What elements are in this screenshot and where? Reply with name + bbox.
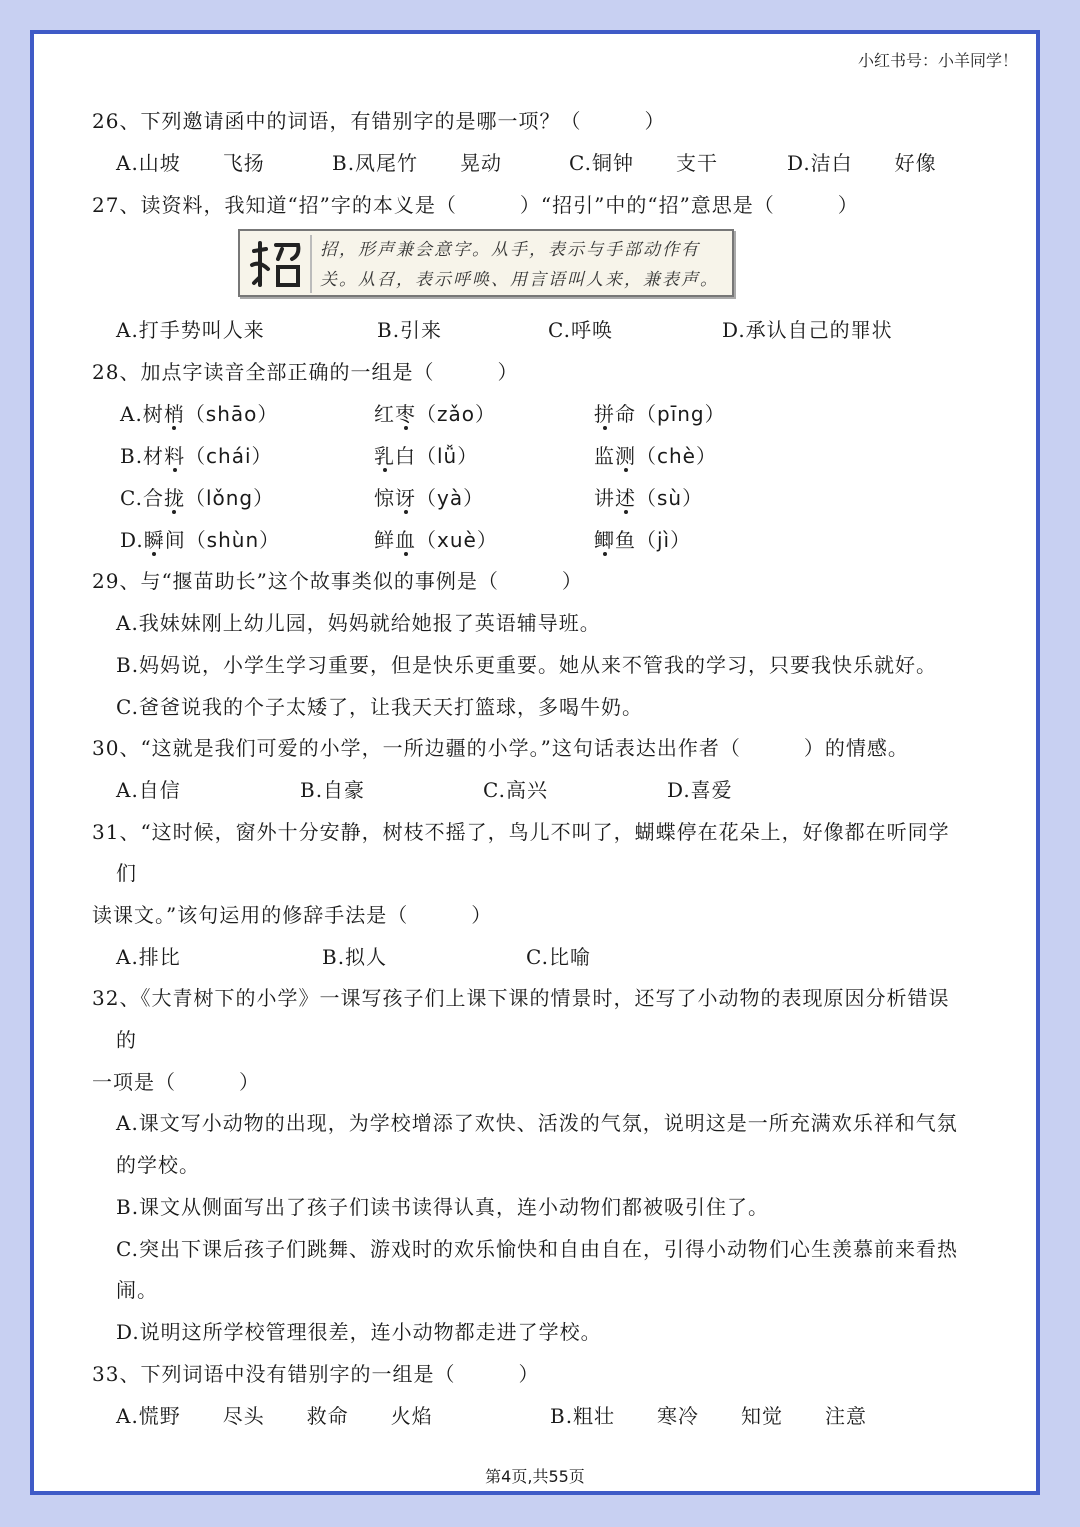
q31-stem-line-3: 读课文。”该句运用的修辞手法是（ ） — [92, 903, 493, 927]
seal-script-character-icon — [248, 235, 312, 293]
q30-option-c: C.高兴 — [483, 778, 548, 802]
q26-stem: 26、下列邀请函中的词语，有错别字的是哪一项？（ ） — [92, 109, 666, 133]
q30-option-a: A.自信 — [116, 778, 181, 802]
q27-option-c: C.呼唤 — [548, 318, 613, 342]
q28-a-word-3: 拼命（pīng） — [594, 402, 726, 426]
page-content — [34, 34, 1036, 1491]
q31-option-c: C.比喻 — [526, 945, 591, 969]
q28-b-word-1: B.材料（chái） — [120, 444, 273, 468]
q32-stem-line-2: 的 — [116, 1028, 137, 1052]
q32-option-d: D.说明这所学校管理很差，连小动物都走进了学校。 — [116, 1320, 602, 1344]
q29-option-a: A.我妹妹刚上幼儿园，妈妈就给她报了英语辅导班。 — [116, 611, 601, 635]
q28-d-word-3: 鲫鱼（jì） — [594, 528, 692, 552]
page-frame — [30, 30, 1040, 1495]
q32-option-c-line-1: C.突出下课后孩子们跳舞、游戏时的欢乐愉快和自由自在，引得小动物们心生羡慕前来看热 — [116, 1237, 958, 1261]
q28-a-word-1: A.树梢（shāo） — [120, 402, 279, 426]
q33-stem: 33、下列词语中没有错别字的一组是（ ） — [92, 1362, 540, 1386]
q28-stem: 28、加点字读音全部正确的一组是（ ） — [92, 360, 519, 384]
q32-option-c-line-2: 闹。 — [116, 1278, 158, 1302]
q29-option-b: B.妈妈说，小学生学习重要，但是快乐更重要。她从来不管我的学习，只要我快乐就好。 — [116, 653, 938, 677]
q31-stem-line-2: 们 — [116, 861, 137, 885]
q28-b-word-2: 乳白（lǚ） — [374, 444, 479, 468]
q28-d-word-1: D.瞬间（shùn） — [120, 528, 281, 552]
q26-option-b: B.凤尾竹 晃动 — [332, 151, 503, 175]
q30-option-b: B.自豪 — [300, 778, 366, 802]
q27-option-a: A.打手势叫人来 — [116, 318, 265, 342]
q28-c-word-1: C.合拢（lǒng） — [120, 486, 275, 510]
source-line-1: 招，形声兼会意字。从手，表示与手部动作有 — [320, 240, 700, 260]
q32-option-a-line-1: A.课文写小动物的出现，为学校增添了欢快、活泼的气氛，说明这是一所充满欢乐祥和气氛 — [116, 1111, 958, 1135]
q32-option-b: B.课文从侧面写出了孩子们读书读得认真，连小动物们都被吸引住了。 — [116, 1195, 770, 1219]
q32-stem-line-1: 32、《大青树下的小学》一课写孩子们上课下课的情景时，还写了小动物的表现原因分析错误 — [92, 986, 950, 1010]
q33-option-b: B.粗壮 寒冷 知觉 注意 — [550, 1404, 868, 1428]
q27-stem: 27、读资料，我知道“招”字的本义是（ ）“招引”中的“招”意思是（ ） — [92, 193, 859, 217]
page-number: 第4页,共55页 — [485, 1467, 585, 1486]
q26-option-c: C.铜钟 支干 — [569, 151, 718, 175]
source-excerpt — [238, 229, 734, 297]
q29-stem: 29、与“揠苗助长”这个故事类似的事例是（ ） — [92, 569, 583, 593]
q33-option-a: A.慌野 尽头 救命 火焰 — [116, 1404, 433, 1428]
q27-option-d: D.承认自己的罪状 — [722, 318, 893, 342]
q31-option-b: B.拟人 — [322, 945, 388, 969]
q32-option-a-line-2: 的学校。 — [116, 1153, 200, 1177]
q28-c-word-2: 惊讶（yà） — [374, 486, 485, 510]
source-line-2: 关。从召，表示呼唤、用言语叫人来，兼表声。 — [320, 270, 719, 290]
q26-option-d: D.洁白 好像 — [787, 151, 937, 175]
q28-b-word-3: 监测（chè） — [594, 444, 717, 468]
q28-c-word-3: 讲述（sù） — [594, 486, 704, 510]
q31-option-a: A.排比 — [116, 945, 181, 969]
q27-option-b: B.引来 — [377, 318, 443, 342]
brand-label: 小红书号：小羊同学！ — [857, 51, 1018, 70]
q28-a-word-2: 红枣（zǎo） — [374, 402, 496, 426]
q31-stem-line-1: 31、“这时候，窗外十分安静，树枝不摇了，鸟儿不叫了，蝴蝶停在花朵上，好像都在听同学 — [92, 820, 950, 844]
q28-d-word-2: 鲜血（xuè） — [374, 528, 498, 552]
q26-option-a: A.山坡 飞扬 — [116, 151, 265, 175]
q32-stem-line-3: 一项是（ ） — [92, 1070, 260, 1094]
q29-option-c: C.爸爸说我的个子太矮了，让我天天打篮球，多喝牛奶。 — [116, 695, 643, 719]
q30-option-d: D.喜爱 — [667, 778, 733, 802]
q30-stem: 30、“这就是我们可爱的小学，一所边疆的小学。”这句话表达出作者（ ）的情感。 — [92, 736, 909, 760]
